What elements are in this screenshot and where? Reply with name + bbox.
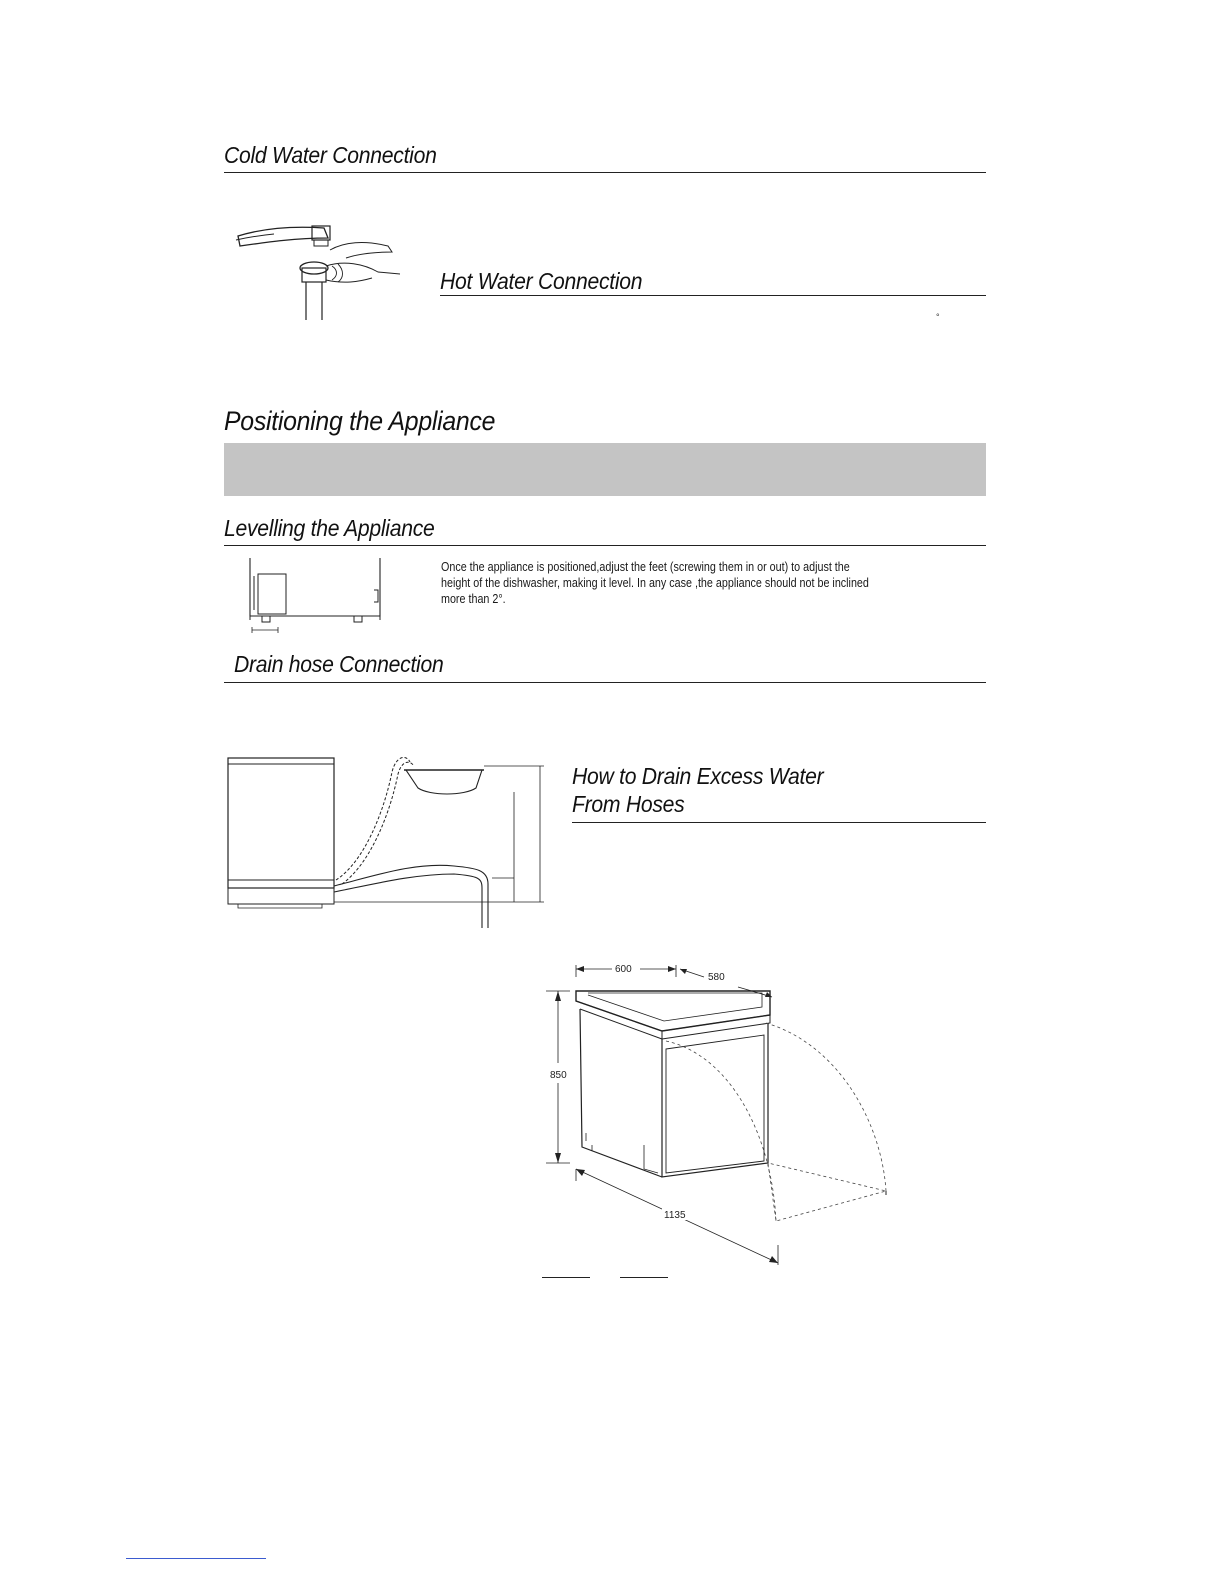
warning-banner [224, 443, 986, 496]
degree-mark: ° [936, 312, 940, 322]
dim-depth-label: 580 [708, 972, 725, 983]
footer-link-underline [126, 1558, 266, 1559]
levelling-text-line2: height of the dishwasher, making it level. In any case ,the appliance should not be inclined [441, 576, 869, 590]
drain-excess-heading-line1: How to Drain Excess Water [572, 763, 824, 789]
dim-door-open-label: 1135 [664, 1210, 686, 1221]
footnote-rule-right [620, 1277, 668, 1278]
levelling-text-line3: more than 2°. [441, 592, 506, 606]
drain-hose-heading: Drain hose Connection [234, 651, 444, 677]
cold-water-heading: Cold Water Connection [224, 142, 437, 168]
footnote-rule-left [542, 1277, 590, 1278]
levelling-heading: Levelling the Appliance [224, 515, 435, 541]
dim-height-label: 850 [550, 1070, 567, 1081]
drain-excess-rule [572, 822, 986, 823]
hot-water-heading: Hot Water Connection [440, 268, 643, 294]
levelling-rule [224, 545, 986, 546]
cold-water-rule [224, 172, 986, 173]
dim-width-label: 600 [615, 964, 632, 975]
positioning-heading: Positioning the Appliance [224, 406, 496, 436]
faucet-illustration [234, 220, 404, 324]
levelling-text-line1: Once the appliance is positioned,adjust the feet (screwing them in or out) to adjust the [441, 560, 850, 574]
drain-hose-rule [224, 682, 986, 683]
dimensions-diagram [540, 955, 900, 1275]
drain-hose-illustration [224, 752, 554, 932]
hot-water-rule [440, 295, 986, 296]
levelling-illustration [244, 554, 384, 638]
drain-excess-heading-line2: From Hoses [572, 791, 685, 817]
